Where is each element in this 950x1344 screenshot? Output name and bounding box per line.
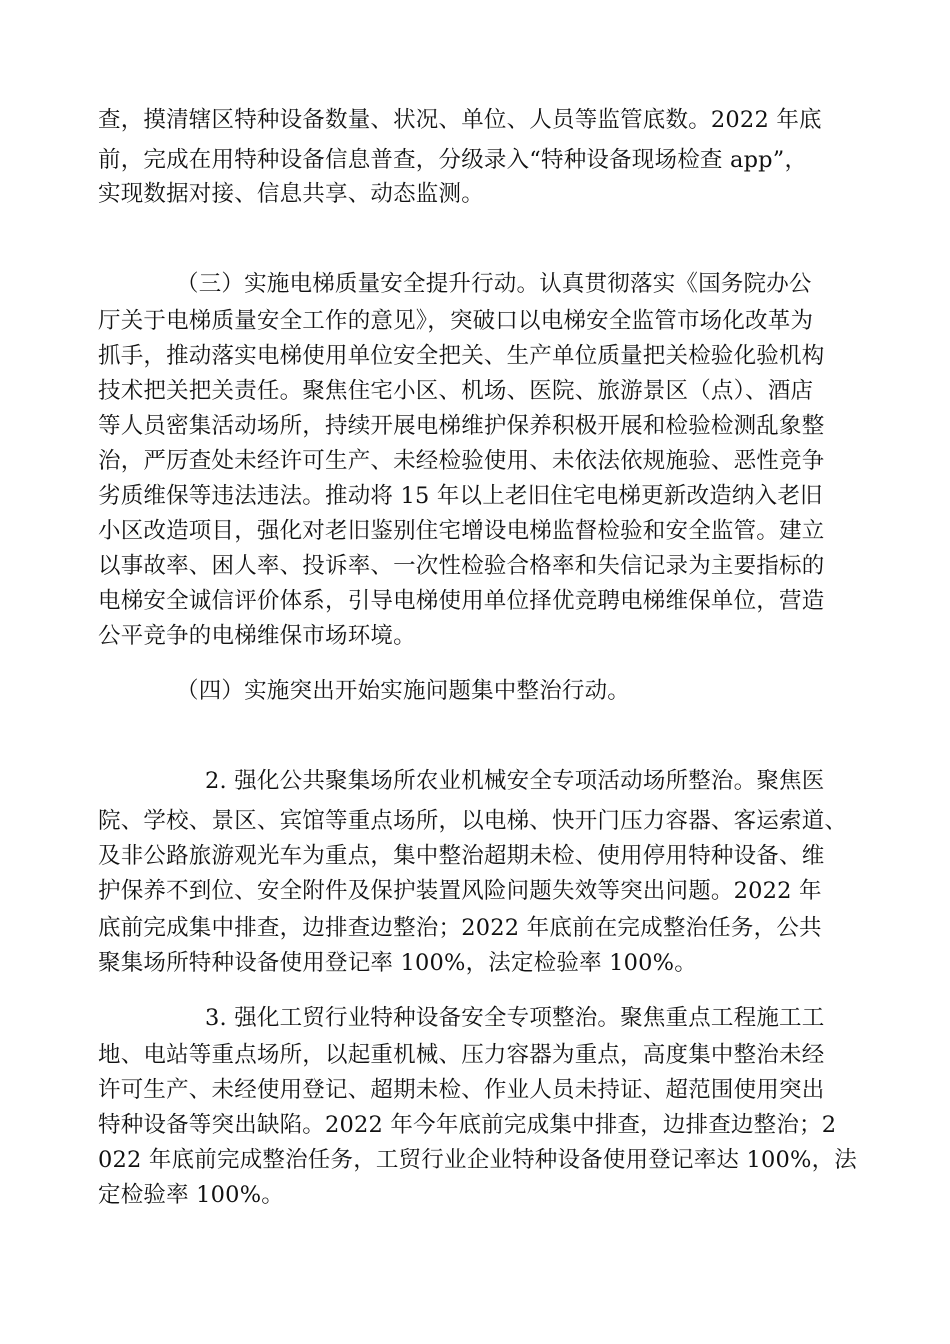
text-line: 2. 强化公共聚集场所农业机械安全专项活动场所整治。聚焦医	[205, 768, 825, 794]
text-line: 特种设备等突出缺陷。2022 年今年底前完成集中排查，边排查边整治；2	[98, 1112, 837, 1138]
text-line: 聚集场所特种设备使用登记率 100%，法定检验率 100%。	[98, 950, 697, 976]
text-line: 治，严厉查处未经许可生产、未经检验使用、未依法依规施验、恶性竞争	[98, 448, 825, 474]
text-line: 抓手，推动落实电梯使用单位安全把关、生产单位质量把关检验化验机构	[98, 343, 825, 369]
text-line: 022 年底前完成整治任务，工贸行业企业特种设备使用登记率达 100%，法	[98, 1147, 857, 1173]
text-line: 公平竞争的电梯维保市场环境。	[98, 623, 416, 649]
text-line: 以事故率、困人率、投诉率、一次性检验合格率和失信记录为主要指标的	[98, 553, 825, 579]
text-line: 底前完成集中排查，边排查边整治；2022 年底前在完成整治任务，公共	[98, 915, 822, 941]
text-line: 及非公路旅游观光车为重点，集中整治超期未检、使用停用特种设备、维	[98, 843, 825, 869]
text-line: 前，完成在用特种设备信息普查，分级录入“特种设备现场检查 app”，	[98, 147, 808, 173]
text-line: 厅关于电梯质量安全工作的意见》，突破口以电梯安全监管市场化改革为	[98, 308, 814, 334]
text-line: （四）实施突出开始实施问题集中整治行动。	[176, 678, 631, 704]
text-line: （三）实施电梯质量安全提升行动。认真贯彻落实《国务院办公	[176, 271, 812, 297]
text-line: 劣质维保等违法违法。推动将 15 年以上老旧住宅电梯更新改造纳入老旧	[98, 483, 823, 509]
text-line: 3. 强化工贸行业特种设备安全专项整治。聚焦重点工程施工工	[205, 1005, 825, 1031]
text-line: 电梯安全诚信评价体系，引导电梯使用单位择优竞聘电梯维保单位，营造	[98, 588, 825, 614]
text-line: 许可生产、未经使用登记、超期未检、作业人员未持证、超范围使用突出	[98, 1077, 825, 1103]
text-line: 技术把关把关责任。聚焦住宅小区、机场、医院、旅游景区（点）、酒店	[98, 378, 814, 404]
text-line: 小区改造项目，强化对老旧鉴别住宅增设电梯监督检验和安全监管。建立	[98, 518, 825, 544]
text-line: 护保养不到位、安全附件及保护装置风险问题失效等突出问题。2022 年	[98, 878, 822, 904]
text-line: 查，摸清辖区特种设备数量、状况、单位、人员等监管底数。2022 年底	[98, 107, 822, 133]
text-line: 院、学校、景区、宾馆等重点场所，以电梯、快开门压力容器、客运索道、	[98, 808, 848, 834]
text-line: 等人员密集活动场所，持续开展电梯维护保养积极开展和检验检测乱象整	[98, 413, 825, 439]
text-line: 地、电站等重点场所，以起重机械、压力容器为重点，高度集中整治未经	[98, 1042, 825, 1068]
text-line: 定检验率 100%。	[98, 1182, 284, 1208]
text-line: 实现数据对接、信息共享、动态监测。	[98, 181, 484, 207]
